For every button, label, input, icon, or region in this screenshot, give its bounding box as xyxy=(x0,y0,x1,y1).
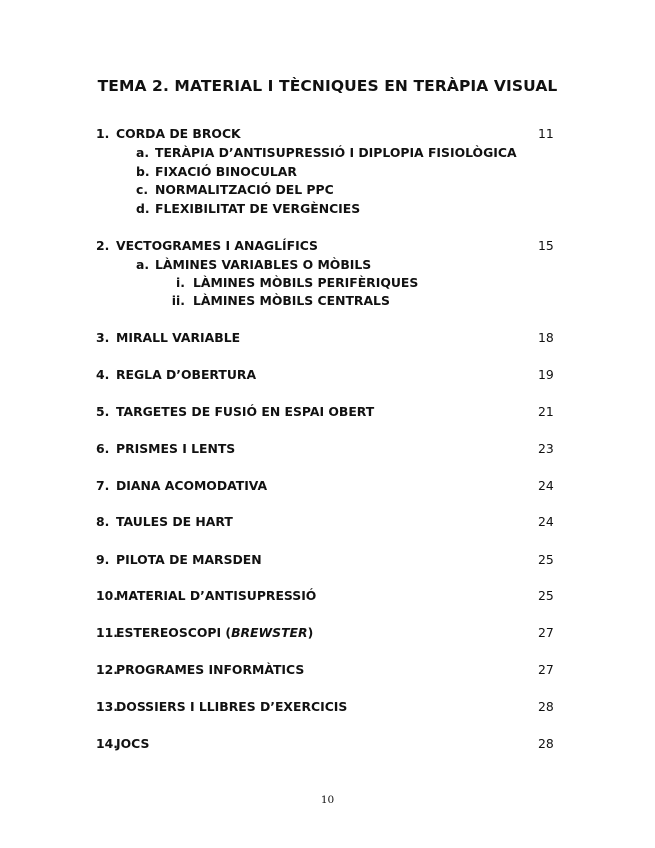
toc-sub-label: FLEXIBILITAT DE VERGÈNCIES xyxy=(155,201,361,216)
toc-entry-10 xyxy=(0,588,655,604)
toc-sub-label: NORMALITZACIÓ DEL PPC xyxy=(155,182,334,197)
toc-sub-label: TERÀPIA D’ANTISUPRESSIÓ I DIPLOPIA FISIOLÒGICA xyxy=(155,145,517,160)
toc-entry-9 xyxy=(0,552,655,568)
toc-page-number: 18 xyxy=(538,330,554,345)
toc-number: 8. xyxy=(96,514,110,529)
toc-label: CORDA DE BROCK xyxy=(116,126,241,141)
toc-label-part: ) xyxy=(307,625,314,640)
toc-page-number: 21 xyxy=(538,404,554,419)
toc-page-number: 24 xyxy=(538,478,554,493)
toc-entry-11 xyxy=(0,625,655,641)
toc-subentry-1a xyxy=(0,145,655,161)
toc-page-number: 28 xyxy=(538,699,554,714)
toc-number: 6. xyxy=(96,441,110,456)
toc-number: 9. xyxy=(96,552,110,567)
toc-entry-5 xyxy=(0,404,655,420)
toc-page-number: 27 xyxy=(538,625,554,640)
toc-number: 1. xyxy=(96,126,110,141)
toc-entry-1 xyxy=(0,126,655,142)
toc-label-italic: BREWSTER xyxy=(231,625,308,640)
toc-subentry-1b xyxy=(0,164,655,180)
toc-sub-label: LÀMINES VARIABLES O MÒBILS xyxy=(155,257,372,272)
toc-label: MIRALL VARIABLE xyxy=(116,330,241,345)
toc-entry-2 xyxy=(0,238,655,254)
toc-entry-13 xyxy=(0,699,655,715)
toc-entry-3 xyxy=(0,330,655,346)
toc-label: MATERIAL D’ANTISUPRESSIÓ xyxy=(116,588,317,603)
toc-number: 2. xyxy=(96,238,110,253)
toc-entry-7 xyxy=(0,478,655,494)
toc-page-number: 27 xyxy=(538,662,554,677)
toc-label: PRISMES I LENTS xyxy=(116,441,236,456)
toc-label: TARGETES DE FUSIÓ EN ESPAI OBERT xyxy=(116,404,375,419)
toc-roman-numeral: i. xyxy=(176,275,185,290)
footer-page-number: 10 xyxy=(320,794,335,806)
toc-subentry-2a-ii xyxy=(0,293,655,309)
toc-page-number: 19 xyxy=(538,367,554,382)
toc-page-number: 28 xyxy=(538,736,554,751)
toc-entry-12 xyxy=(0,662,655,678)
toc-page-number: 25 xyxy=(538,588,554,603)
toc-number: 13. xyxy=(96,699,118,714)
toc-roman-label: LÀMINES MÒBILS CENTRALS xyxy=(193,293,390,308)
toc-subentry-1c xyxy=(0,182,655,198)
toc-page-number: 11 xyxy=(538,126,554,141)
toc-entry-4 xyxy=(0,367,655,383)
toc-label: DOSSIERS I LLIBRES D’EXERCICIS xyxy=(116,699,348,714)
toc-number: 3. xyxy=(96,330,110,345)
toc-page-number: 15 xyxy=(538,238,554,253)
toc-sub-letter: b. xyxy=(136,164,150,179)
toc-label: DIANA ACOMODATIVA xyxy=(116,478,268,493)
toc-label-part: ESTEREOSCOPI ( xyxy=(116,625,232,640)
toc-label: VECTOGRAMES I ANAGLÍFICS xyxy=(116,238,318,253)
toc-subentry-2a-i xyxy=(0,275,655,291)
toc-page-number: 23 xyxy=(538,441,554,456)
toc-entry-6 xyxy=(0,441,655,457)
toc-subentry-1d xyxy=(0,201,655,217)
toc-label: TAULES DE HART xyxy=(116,514,233,529)
toc-entry-8 xyxy=(0,514,655,530)
toc-sub-letter: d. xyxy=(136,201,150,216)
toc-roman-label: LÀMINES MÒBILS PERIFÈRIQUES xyxy=(193,275,419,290)
page-title: TEMA 2. MATERIAL I TÈCNIQUES EN TERÀPIA VISUAL xyxy=(97,77,558,95)
toc-page-number: 25 xyxy=(538,552,554,567)
toc-subentry-2a xyxy=(0,257,655,273)
toc-sub-label: FIXACIÓ BINOCULAR xyxy=(155,164,297,179)
toc-entry-14 xyxy=(0,736,655,752)
toc-number: 12. xyxy=(96,662,118,677)
toc-roman-numeral: ii. xyxy=(171,293,185,308)
toc-label: REGLA D’OBERTURA xyxy=(116,367,257,382)
toc-number: 5. xyxy=(96,404,110,419)
toc-label xyxy=(116,625,313,641)
toc-sub-letter: a. xyxy=(136,145,150,160)
toc-number: 11. xyxy=(96,625,118,640)
toc-label: PROGRAMES INFORMÀTICS xyxy=(116,662,305,677)
toc-sub-letter: c. xyxy=(136,182,149,197)
toc-number: 4. xyxy=(96,367,110,382)
toc-number: 14. xyxy=(96,736,118,751)
toc-label: JOCS xyxy=(116,736,150,751)
toc-sub-letter: a. xyxy=(136,257,150,272)
toc-number: 10. xyxy=(96,588,118,603)
toc-label: PILOTA DE MARSDEN xyxy=(116,552,262,567)
toc-page-number: 24 xyxy=(538,514,554,529)
toc-number: 7. xyxy=(96,478,110,493)
